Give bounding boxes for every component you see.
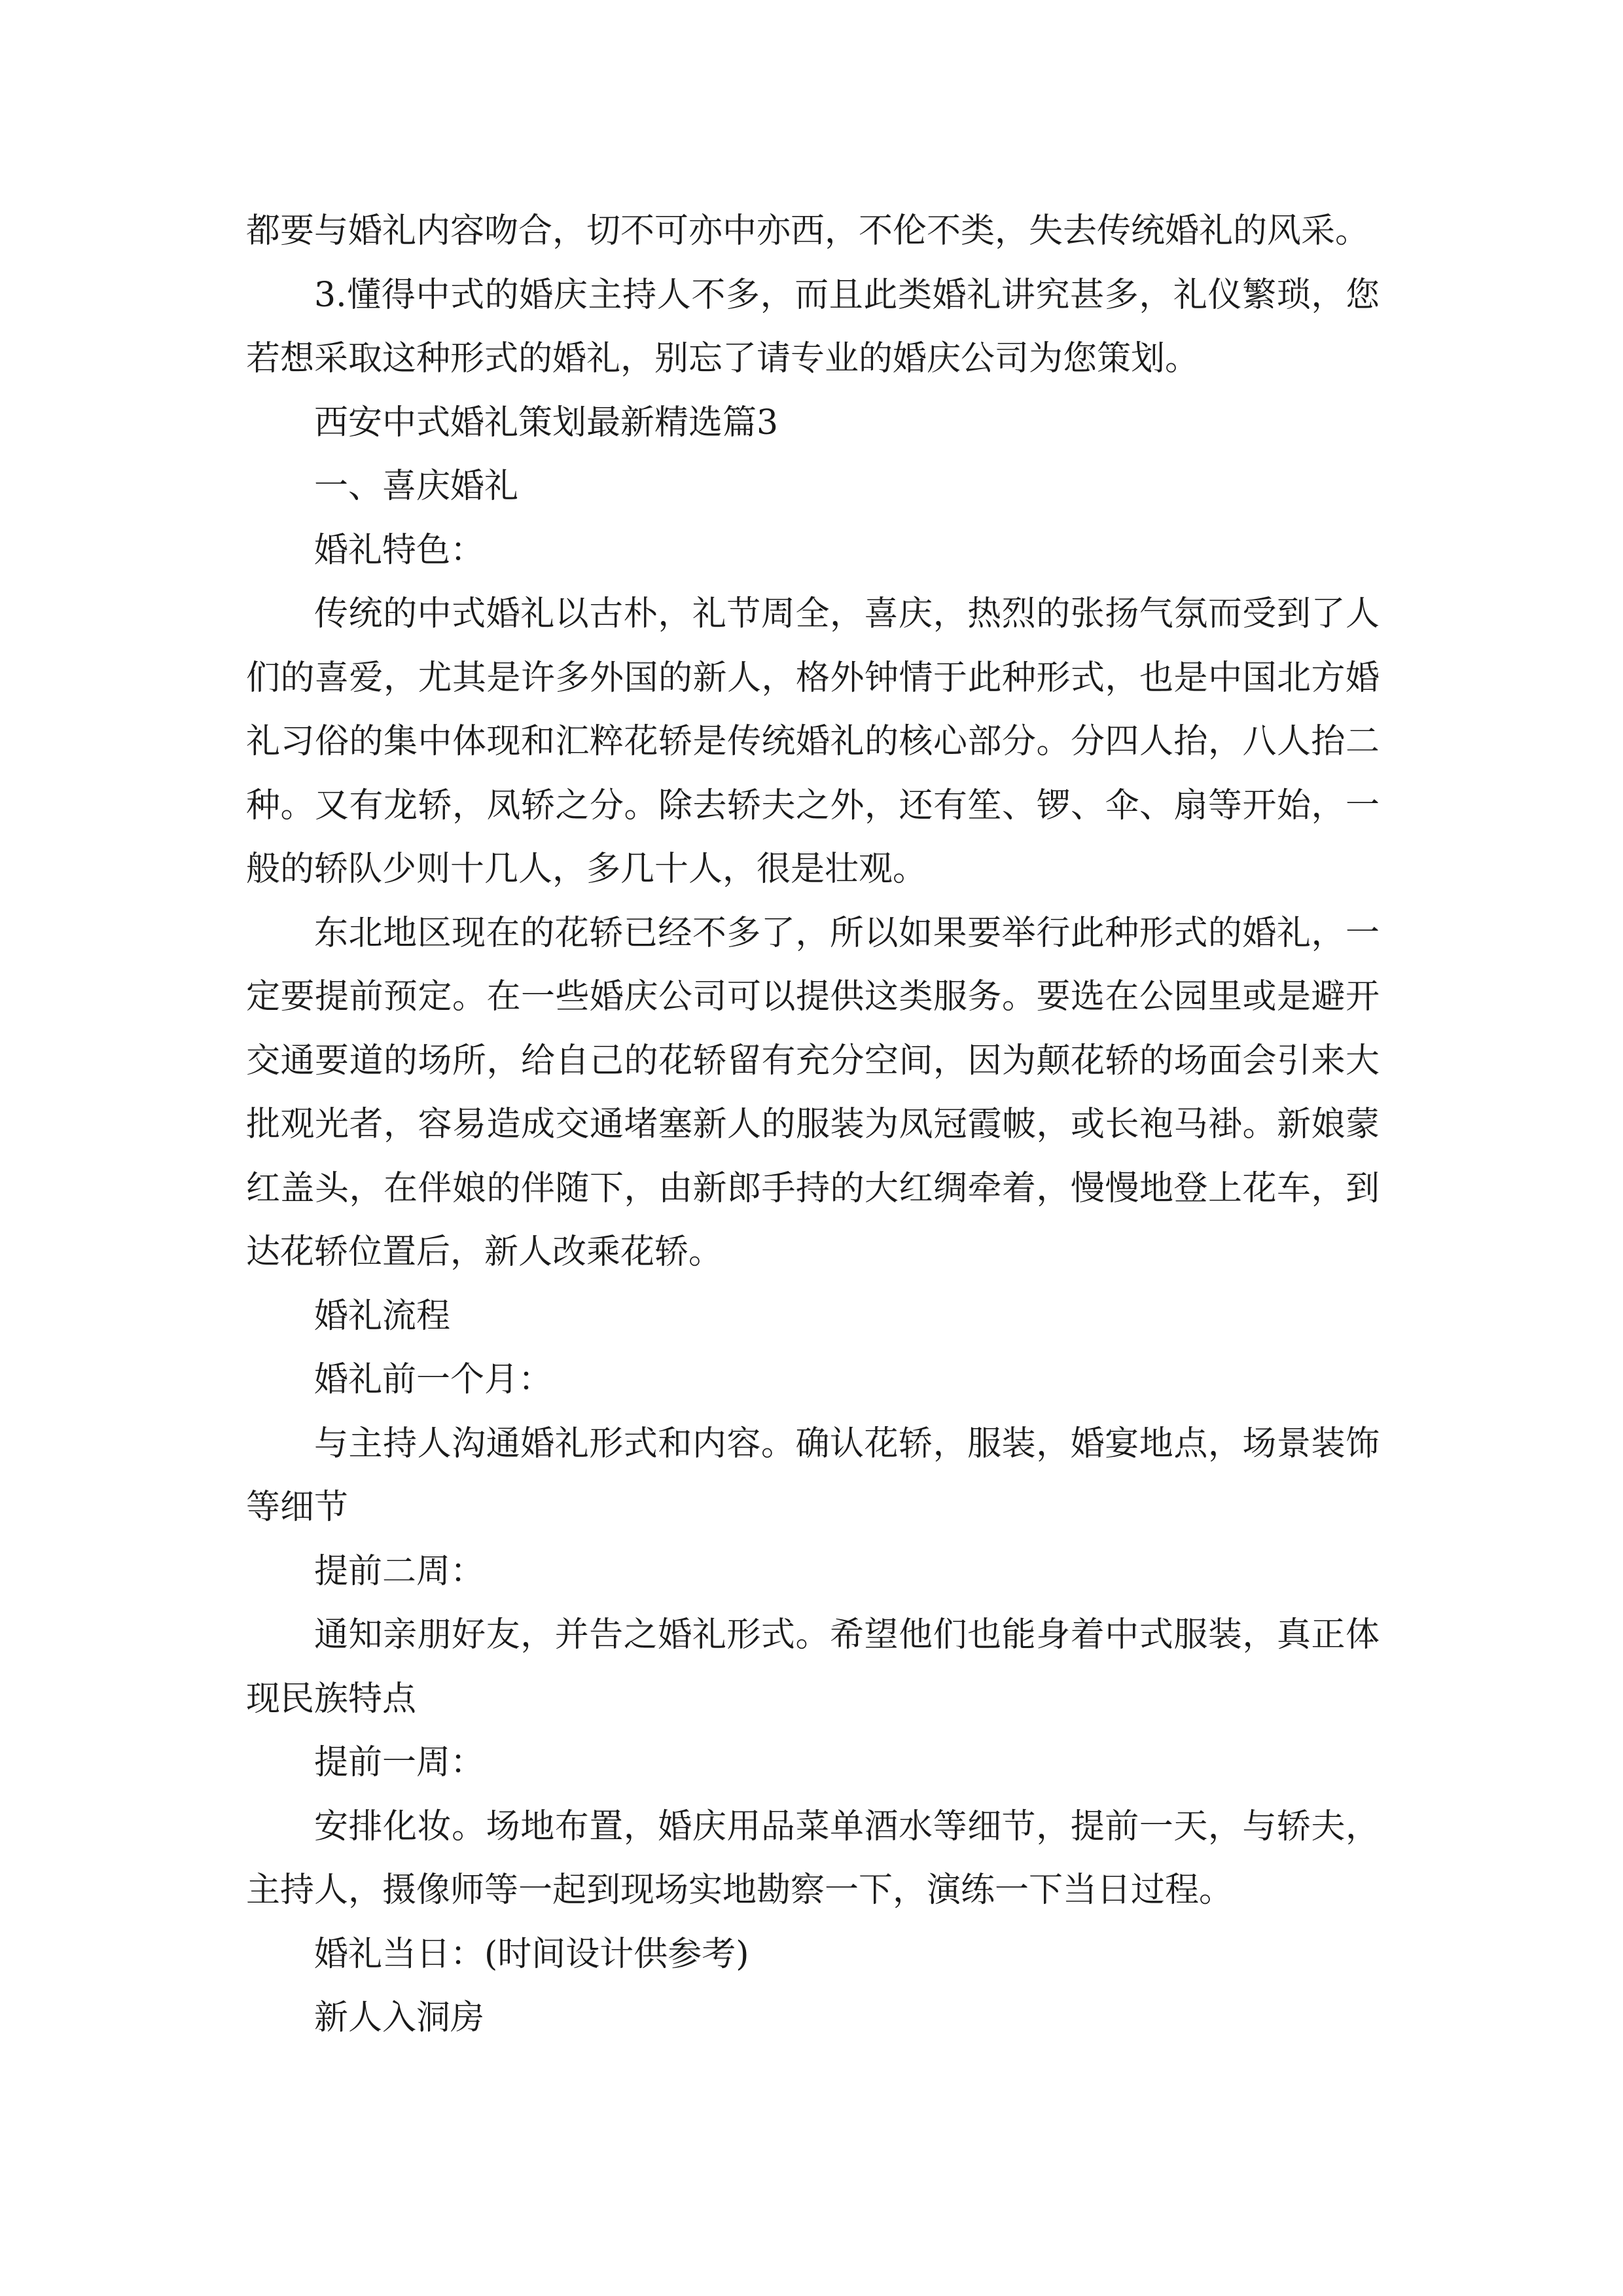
label-one-month-before: 婚礼前一个月： [314, 1360, 553, 1399]
paragraph-northeast: 东北地区现在的花轿已经不多了，所以如果要举行此种形式的婚礼，一定要提前预定。在一些婚庆公司可以提供这类服务。要选在公园里或是避开交通要道的场所，给自己的花轿留有充分空间，因为颠花轿的场面会引来大批观光者，容易造成交通堵塞新人的服装为凤冠霞帔，或长袍马褂。新娘蒙红盖头，在伴娘的伴随下，由新郎手持的大红绸牵着，慢慢地登上花车，到达花轿位置后，新人改乘花轿。 [246, 913, 1380, 1272]
paragraph-one-week-before: 安排化妆。场地布置，婚庆用品菜单酒水等细节，提前一天，与轿夫，主持人，摄像师等一起到现场实地勘察一下，演练一下当日过程。 [246, 1806, 1380, 1910]
section-heading: 西安中式婚礼策划最新精选篇3 [314, 403, 779, 442]
paragraph-features: 传统的中式婚礼以古朴，礼节周全，喜庆，热烈的张扬气氛而受到了人们的喜爱，尤其是许多外国的新人，格外钟情于此种形式，也是中国北方婚礼习俗的集中体现和汇粹花轿是传统婚礼的核心部分。分四人抬，八人抬二种。又有龙轿，凤轿之分。除去轿夫之外，还有笙、锣、伞、扇等开始，一般的轿队少则十几人，多几十人，很是壮观。 [246, 594, 1380, 889]
label-wedding-process: 婚礼流程 [314, 1296, 451, 1336]
paragraph-two-weeks-before: 通知亲朋好友，并告之婚礼形式。希望他们也能身着中式服装，真正体现民族特点 [246, 1615, 1380, 1719]
paragraph-continuation: 都要与婚礼内容吻合，切不可亦中亦西，不伦不类，失去传统婚礼的风采。 [246, 211, 1370, 251]
label-one-week-before: 提前一周： [314, 1743, 485, 1782]
subheading-wedding-type: 一、喜庆婚礼 [314, 467, 519, 506]
label-wedding-features: 婚礼特色： [314, 530, 485, 570]
paragraph-point-3: 3.懂得中式的婚庆主持人不多，而且此类婚礼讲究甚多，礼仪繁琐，您若想采取这种形式的婚礼，别忘了请专业的婚庆公司为您策划。 [246, 275, 1380, 378]
document-body [246, 200, 1380, 2051]
label-enter-bridal-chamber: 新人入洞房 [314, 1998, 485, 2037]
paragraph-one-month-before: 与主持人沟通婚礼形式和内容。确认花轿，服装，婚宴地点，场景装饰等细节 [246, 1424, 1380, 1527]
label-two-weeks-before: 提前二周： [314, 1551, 485, 1591]
label-wedding-day: 婚礼当日：(时间设计供参考) [314, 1934, 749, 1974]
